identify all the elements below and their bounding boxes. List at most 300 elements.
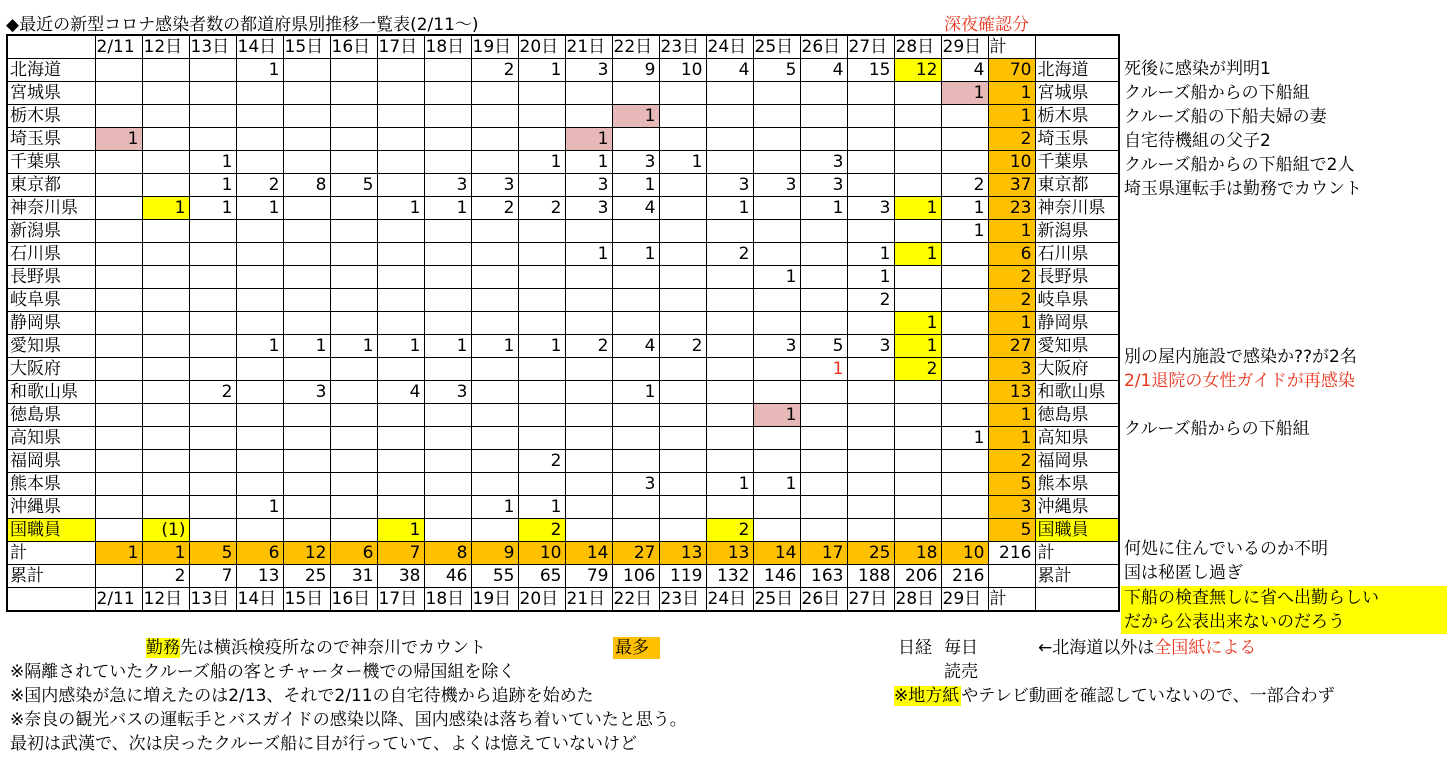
count-cell [283, 312, 330, 335]
count-cell [189, 496, 236, 519]
prefecture-name: 神奈川県 [7, 197, 95, 220]
count-cell: 3 [424, 174, 471, 197]
count-cell [330, 519, 377, 542]
count-cell [518, 427, 565, 450]
prefecture-name-right: 新潟県 [1035, 220, 1119, 243]
count-cell: 3 [565, 174, 612, 197]
date-header: 12日 [142, 35, 189, 59]
table-row [7, 289, 1119, 312]
count-cell [330, 82, 377, 105]
count-cell [377, 128, 424, 151]
count-cell: 1 [283, 335, 330, 358]
count-cell [612, 404, 659, 427]
sum-cell: 13 [659, 542, 706, 565]
sum-label: 計 [7, 542, 95, 565]
count-cell [142, 427, 189, 450]
count-cell [236, 427, 283, 450]
count-cell: 12 [894, 59, 941, 82]
table-row [7, 404, 1119, 427]
count-cell [142, 473, 189, 496]
count-cell [142, 128, 189, 151]
footer-date: 25日 [753, 588, 800, 612]
count-cell [894, 496, 941, 519]
cumulative-row [7, 565, 1119, 588]
count-cell: 1 [377, 197, 424, 220]
count-cell [847, 105, 894, 128]
row-total: 13 [988, 381, 1035, 404]
count-cell [330, 404, 377, 427]
footer-date: 24日 [706, 588, 753, 612]
count-cell [612, 358, 659, 381]
count-cell: 10 [659, 59, 706, 82]
count-cell [894, 289, 941, 312]
cumulative-cell: 188 [847, 565, 894, 588]
footer-date: 19日 [471, 588, 518, 612]
table-row [7, 105, 1119, 128]
prefecture-name: 大阪府 [7, 358, 95, 381]
count-cell [236, 519, 283, 542]
count-cell [424, 151, 471, 174]
count-cell: 1 [753, 266, 800, 289]
count-cell [753, 243, 800, 266]
count-cell [894, 450, 941, 473]
count-cell [95, 358, 142, 381]
footer-date: 28日 [894, 588, 941, 612]
prefecture-name-right: 栃木県 [1035, 105, 1119, 128]
count-cell [659, 312, 706, 335]
count-cell [471, 82, 518, 105]
footer-line1: ※隔離されていたクルーズ船の客とチャーター機での帰国組を除く [10, 662, 516, 682]
count-cell [612, 496, 659, 519]
count-cell [189, 473, 236, 496]
count-cell [142, 381, 189, 404]
table-row [7, 174, 1119, 197]
count-cell [753, 496, 800, 519]
sum-cell: 17 [800, 542, 847, 565]
count-cell [236, 404, 283, 427]
count-cell [800, 519, 847, 542]
count-cell [753, 450, 800, 473]
prefecture-name-right: 高知県 [1035, 427, 1119, 450]
total-header: 計 [988, 35, 1035, 59]
footer-date: 14日 [236, 588, 283, 612]
count-cell [753, 220, 800, 243]
row-total: 6 [988, 243, 1035, 266]
count-cell: 4 [706, 59, 753, 82]
footer-right-corner [1035, 588, 1119, 612]
count-cell: 2 [659, 335, 706, 358]
count-cell [142, 105, 189, 128]
table-row [7, 243, 1119, 266]
count-cell [847, 519, 894, 542]
footer-date: 12日 [142, 588, 189, 612]
count-cell [941, 335, 988, 358]
count-cell [283, 220, 330, 243]
count-cell: 2 [189, 381, 236, 404]
sheet-title: ◆最近の新型コロナ感染者数の都道府県別推移一覧表(2/11～) [6, 15, 479, 35]
footer-date: 27日 [847, 588, 894, 612]
count-cell [894, 427, 941, 450]
count-cell [941, 243, 988, 266]
count-cell [142, 450, 189, 473]
count-cell [283, 105, 330, 128]
count-cell [142, 266, 189, 289]
count-cell [95, 243, 142, 266]
prefecture-name-right: 和歌山県 [1035, 381, 1119, 404]
count-cell: 3 [706, 174, 753, 197]
footer-date: 21日 [565, 588, 612, 612]
prefecture-name-right: 国職員 [1035, 519, 1119, 542]
prefecture-table [6, 34, 1120, 612]
count-cell [377, 82, 424, 105]
count-cell [753, 381, 800, 404]
count-cell [659, 404, 706, 427]
count-cell: 3 [847, 197, 894, 220]
date-header: 22日 [612, 35, 659, 59]
count-cell: 1 [424, 335, 471, 358]
count-cell [471, 381, 518, 404]
count-cell [518, 404, 565, 427]
count-cell [471, 427, 518, 450]
count-cell [706, 312, 753, 335]
prefecture-name-right: 東京都 [1035, 174, 1119, 197]
count-cell [706, 289, 753, 312]
prefecture-name-right: 熊本県 [1035, 473, 1119, 496]
row-total: 1 [988, 427, 1035, 450]
count-cell [189, 105, 236, 128]
footer-line3: ※奈良の観光バスの運転手とバスガイドの感染以降、国内感染は落ち着いていたと思う。 [10, 710, 687, 730]
count-cell [95, 151, 142, 174]
count-cell [612, 82, 659, 105]
count-cell: 2 [518, 519, 565, 542]
sum-cell: 10 [941, 542, 988, 565]
date-header: 29日 [941, 35, 988, 59]
count-cell [471, 128, 518, 151]
count-cell [142, 404, 189, 427]
count-cell [800, 128, 847, 151]
footer-corner [7, 588, 95, 612]
cumulative-cell: 119 [659, 565, 706, 588]
count-cell [800, 450, 847, 473]
row-total: 5 [988, 519, 1035, 542]
count-cell [847, 473, 894, 496]
count-cell [800, 220, 847, 243]
count-cell [847, 82, 894, 105]
count-cell [847, 404, 894, 427]
cumulative-total-empty [988, 565, 1035, 588]
count-cell [142, 289, 189, 312]
count-cell: 1 [189, 151, 236, 174]
count-cell [330, 427, 377, 450]
count-cell [518, 220, 565, 243]
footer-date: 29日 [941, 588, 988, 612]
count-cell [612, 289, 659, 312]
row-total: 5 [988, 473, 1035, 496]
count-cell [377, 404, 424, 427]
count-cell [330, 128, 377, 151]
prefecture-name: 沖縄県 [7, 496, 95, 519]
count-cell [800, 404, 847, 427]
prefecture-name-right: 北海道 [1035, 59, 1119, 82]
count-cell [894, 128, 941, 151]
count-cell [189, 289, 236, 312]
count-cell: 1 [189, 197, 236, 220]
prefecture-name-right: 宮城県 [1035, 82, 1119, 105]
count-cell [424, 450, 471, 473]
date-header: 15日 [283, 35, 330, 59]
count-cell: 1 [941, 82, 988, 105]
prefecture-name-right: 岐阜県 [1035, 289, 1119, 312]
count-cell [283, 404, 330, 427]
prefecture-name-right: 愛知県 [1035, 335, 1119, 358]
count-cell [847, 496, 894, 519]
count-cell: 2 [894, 358, 941, 381]
count-cell: 3 [753, 174, 800, 197]
date-header: 19日 [471, 35, 518, 59]
count-cell [95, 519, 142, 542]
count-cell [189, 312, 236, 335]
count-cell [471, 358, 518, 381]
note-osaka: 2/1退院の女性ガイドが再感染 [1124, 371, 1355, 391]
header-corner [7, 35, 95, 59]
count-cell [283, 289, 330, 312]
count-cell [659, 289, 706, 312]
date-header: 23日 [659, 35, 706, 59]
footer-date: 13日 [189, 588, 236, 612]
count-cell [95, 105, 142, 128]
count-cell: (1) [142, 519, 189, 542]
sum-cell: 10 [518, 542, 565, 565]
count-cell: 1 [518, 496, 565, 519]
count-cell: 4 [941, 59, 988, 82]
count-cell [424, 266, 471, 289]
count-cell [236, 128, 283, 151]
count-cell [706, 220, 753, 243]
late-night-label: 深夜確認分 [944, 15, 1029, 35]
count-cell [189, 335, 236, 358]
count-cell [95, 381, 142, 404]
count-cell [424, 82, 471, 105]
count-cell [565, 381, 612, 404]
note-kokushokuin: 何処に住んでいるのか不明 [1124, 539, 1328, 559]
count-cell [941, 450, 988, 473]
count-cell [894, 404, 941, 427]
count-cell [800, 427, 847, 450]
prefecture-name-right: 埼玉県 [1035, 128, 1119, 151]
row-total: 3 [988, 496, 1035, 519]
count-cell: 3 [753, 335, 800, 358]
prefecture-name: 東京都 [7, 174, 95, 197]
count-cell: 1 [612, 243, 659, 266]
count-cell [189, 243, 236, 266]
count-cell [142, 335, 189, 358]
count-cell [95, 404, 142, 427]
count-cell [377, 496, 424, 519]
count-cell [95, 335, 142, 358]
count-cell: 2 [471, 197, 518, 220]
kinmu-highlight: 勤務 [146, 638, 180, 658]
count-cell: 1 [941, 220, 988, 243]
table-row [7, 128, 1119, 151]
table-row [7, 519, 1119, 542]
count-cell [753, 289, 800, 312]
count-cell: 2 [518, 450, 565, 473]
count-cell [236, 220, 283, 243]
prefecture-name: 北海道 [7, 59, 95, 82]
count-cell: 1 [612, 381, 659, 404]
note-sum: 国は秘匿し過ぎ [1124, 563, 1243, 583]
table-row [7, 266, 1119, 289]
count-cell [659, 197, 706, 220]
count-cell [612, 427, 659, 450]
count-cell: 4 [377, 381, 424, 404]
count-cell [518, 243, 565, 266]
count-cell: 2 [471, 59, 518, 82]
count-cell [330, 450, 377, 473]
count-cell [95, 427, 142, 450]
count-cell [565, 473, 612, 496]
sum-label-right: 計 [1035, 542, 1119, 565]
count-cell [706, 450, 753, 473]
prefecture-name: 静岡県 [7, 312, 95, 335]
prefecture-name-right: 沖縄県 [1035, 496, 1119, 519]
count-cell [142, 220, 189, 243]
date-header: 16日 [330, 35, 377, 59]
count-cell: 1 [518, 59, 565, 82]
count-cell [236, 450, 283, 473]
count-cell [565, 266, 612, 289]
count-cell [283, 197, 330, 220]
count-cell: 1 [236, 197, 283, 220]
count-cell [847, 450, 894, 473]
note-tokyo: 埼玉県運転手は勤務でカウント [1124, 179, 1362, 199]
count-cell [894, 266, 941, 289]
prefecture-name: 栃木県 [7, 105, 95, 128]
footer-date: 17日 [377, 588, 424, 612]
count-cell [283, 358, 330, 381]
count-cell [189, 358, 236, 381]
count-cell [612, 450, 659, 473]
cumulative-cell: 216 [941, 565, 988, 588]
count-cell: 3 [612, 473, 659, 496]
count-cell [941, 266, 988, 289]
note-cumulative-line2: だから公表出来ないのだろう [1124, 612, 1345, 632]
kinmu-rest: 先は横浜検疫所なので神奈川でカウント [180, 638, 486, 658]
count-cell [565, 404, 612, 427]
date-header: 24日 [706, 35, 753, 59]
count-cell [941, 381, 988, 404]
count-cell [330, 59, 377, 82]
count-cell: 1 [236, 59, 283, 82]
count-cell [330, 220, 377, 243]
count-cell: 1 [518, 335, 565, 358]
cumulative-cell: 25 [283, 565, 330, 588]
count-cell [283, 151, 330, 174]
count-cell: 5 [800, 335, 847, 358]
row-total: 2 [988, 266, 1035, 289]
count-cell [894, 174, 941, 197]
count-cell: 3 [471, 174, 518, 197]
date-header: 13日 [189, 35, 236, 59]
sum-cell: 8 [424, 542, 471, 565]
count-cell [565, 450, 612, 473]
sum-cell: 1 [142, 542, 189, 565]
count-cell [236, 266, 283, 289]
row-total: 10 [988, 151, 1035, 174]
count-cell: 1 [800, 197, 847, 220]
count-cell [706, 358, 753, 381]
count-cell [471, 266, 518, 289]
footer-kinmu-note [146, 637, 486, 659]
footer-date: 23日 [659, 588, 706, 612]
prefecture-name-right: 石川県 [1035, 243, 1119, 266]
count-cell [847, 381, 894, 404]
zenkokushi-text: 全国紙による [1154, 638, 1257, 658]
cumulative-cell: 163 [800, 565, 847, 588]
sum-cell: 27 [612, 542, 659, 565]
count-cell [612, 128, 659, 151]
count-cell [377, 289, 424, 312]
count-cell: 4 [800, 59, 847, 82]
row-total: 1 [988, 105, 1035, 128]
count-cell [471, 243, 518, 266]
count-cell [612, 312, 659, 335]
count-cell [894, 151, 941, 174]
count-cell [236, 82, 283, 105]
count-cell [189, 220, 236, 243]
count-cell [424, 128, 471, 151]
count-cell [424, 358, 471, 381]
table-row [7, 151, 1119, 174]
cumulative-label-right: 累計 [1035, 565, 1119, 588]
note-cumulative-line1: 下船の検査無しに省へ出勤らしい [1124, 588, 1379, 608]
date-header: 17日 [377, 35, 424, 59]
count-cell [236, 312, 283, 335]
count-cell [706, 496, 753, 519]
cumulative-cell: 13 [236, 565, 283, 588]
count-cell [894, 105, 941, 128]
count-cell [330, 151, 377, 174]
count-cell [283, 427, 330, 450]
count-cell [894, 473, 941, 496]
count-cell [377, 59, 424, 82]
count-cell [95, 312, 142, 335]
count-cell [518, 312, 565, 335]
count-cell: 3 [800, 151, 847, 174]
count-cell: 1 [142, 197, 189, 220]
count-cell: 2 [941, 174, 988, 197]
count-cell: 1 [518, 151, 565, 174]
sum-row [7, 542, 1119, 565]
count-cell [236, 289, 283, 312]
cumulative-cell: 206 [894, 565, 941, 588]
footer-date: 16日 [330, 588, 377, 612]
count-cell [565, 496, 612, 519]
count-cell [800, 105, 847, 128]
count-cell [659, 82, 706, 105]
count-cell [706, 404, 753, 427]
count-cell [706, 427, 753, 450]
source-note [1038, 637, 1256, 659]
count-cell [894, 381, 941, 404]
cumulative-cell: 38 [377, 565, 424, 588]
count-cell: 1 [800, 358, 847, 381]
source-arrow-text: ←北海道以外は [1038, 638, 1155, 658]
count-cell: 3 [565, 59, 612, 82]
count-cell [330, 381, 377, 404]
count-cell: 1 [424, 197, 471, 220]
count-cell [659, 243, 706, 266]
